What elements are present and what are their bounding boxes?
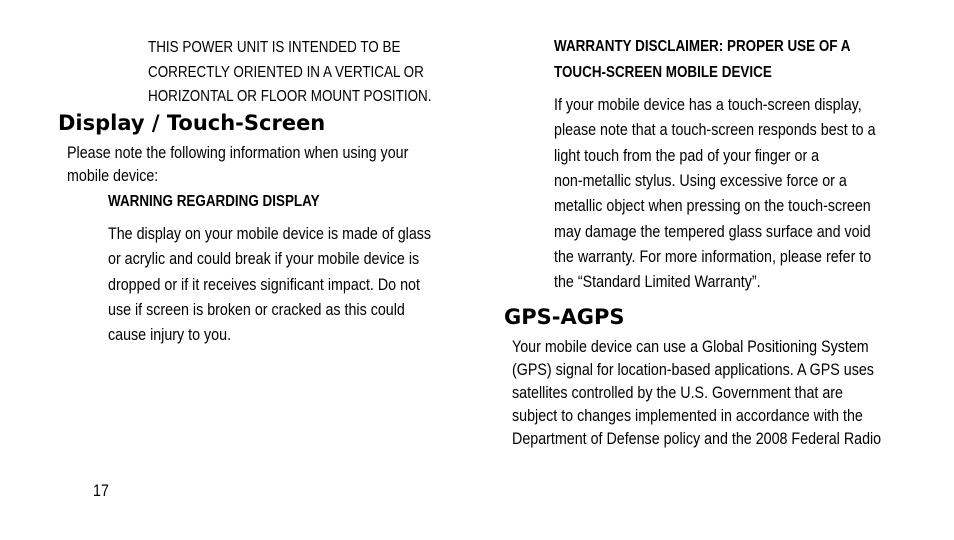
intro-line: mobile device: xyxy=(67,166,159,185)
gps-line: Department of Defense policy and the 2008 Federal Radio xyxy=(512,429,882,448)
warning-display-title: WARNING REGARDING DISPLAY xyxy=(108,193,320,210)
power-note-line: CORRECTLY ORIENTED IN A VERTICAL OR xyxy=(148,64,424,81)
disclaimer-line: the “Standard Limited Warranty”. xyxy=(554,272,761,291)
disclaimer-line: please note that a touch-screen responds best to a xyxy=(554,120,876,139)
gps-line: Your mobile device can use a Global Positioning System xyxy=(512,337,869,356)
display-touch-screen-heading: Display / Touch-Screen xyxy=(58,111,326,135)
warning-line: cause injury to you. xyxy=(108,325,232,344)
gps-line: subject to changes implemented in accordance with the xyxy=(512,406,863,425)
gps-line: (GPS) signal for location-based applications. A GPS uses xyxy=(512,360,874,379)
power-note-line: THIS POWER UNIT IS INTENDED TO BE xyxy=(148,39,401,56)
disclaimer-title-line: TOUCH-SCREEN MOBILE DEVICE xyxy=(554,64,772,81)
disclaimer-line: light touch from the pad of your finger or a xyxy=(554,146,820,165)
page-number: 17 xyxy=(93,481,109,500)
intro-line: Please note the following information when using your xyxy=(67,143,409,162)
gps-agps-heading: GPS-AGPS xyxy=(504,305,625,329)
disclaimer-line: non-metallic stylus. Using excessive force or a xyxy=(554,171,847,190)
warning-line: use if screen is broken or cracked as this could xyxy=(108,300,405,319)
disclaimer-line: may damage the tempered glass surface and void xyxy=(554,222,871,241)
warning-line: dropped or if it receives significant impact. Do not xyxy=(108,275,420,294)
disclaimer-line: metallic object when pressing on the touch-screen xyxy=(554,196,871,215)
warning-line: The display on your mobile device is made of glass xyxy=(108,224,432,243)
power-note-line: HORIZONTAL OR FLOOR MOUNT POSITION. xyxy=(148,88,432,105)
disclaimer-line: If your mobile device has a touch-screen display, xyxy=(554,95,862,114)
gps-line: satellites controlled by the U.S. Government that are xyxy=(512,383,843,402)
warning-line: or acrylic and could break if your mobile device is xyxy=(108,249,420,268)
disclaimer-title-line: WARRANTY DISCLAIMER: PROPER USE OF A xyxy=(554,38,851,55)
disclaimer-line: the warranty. For more information, please refer to xyxy=(554,247,872,266)
